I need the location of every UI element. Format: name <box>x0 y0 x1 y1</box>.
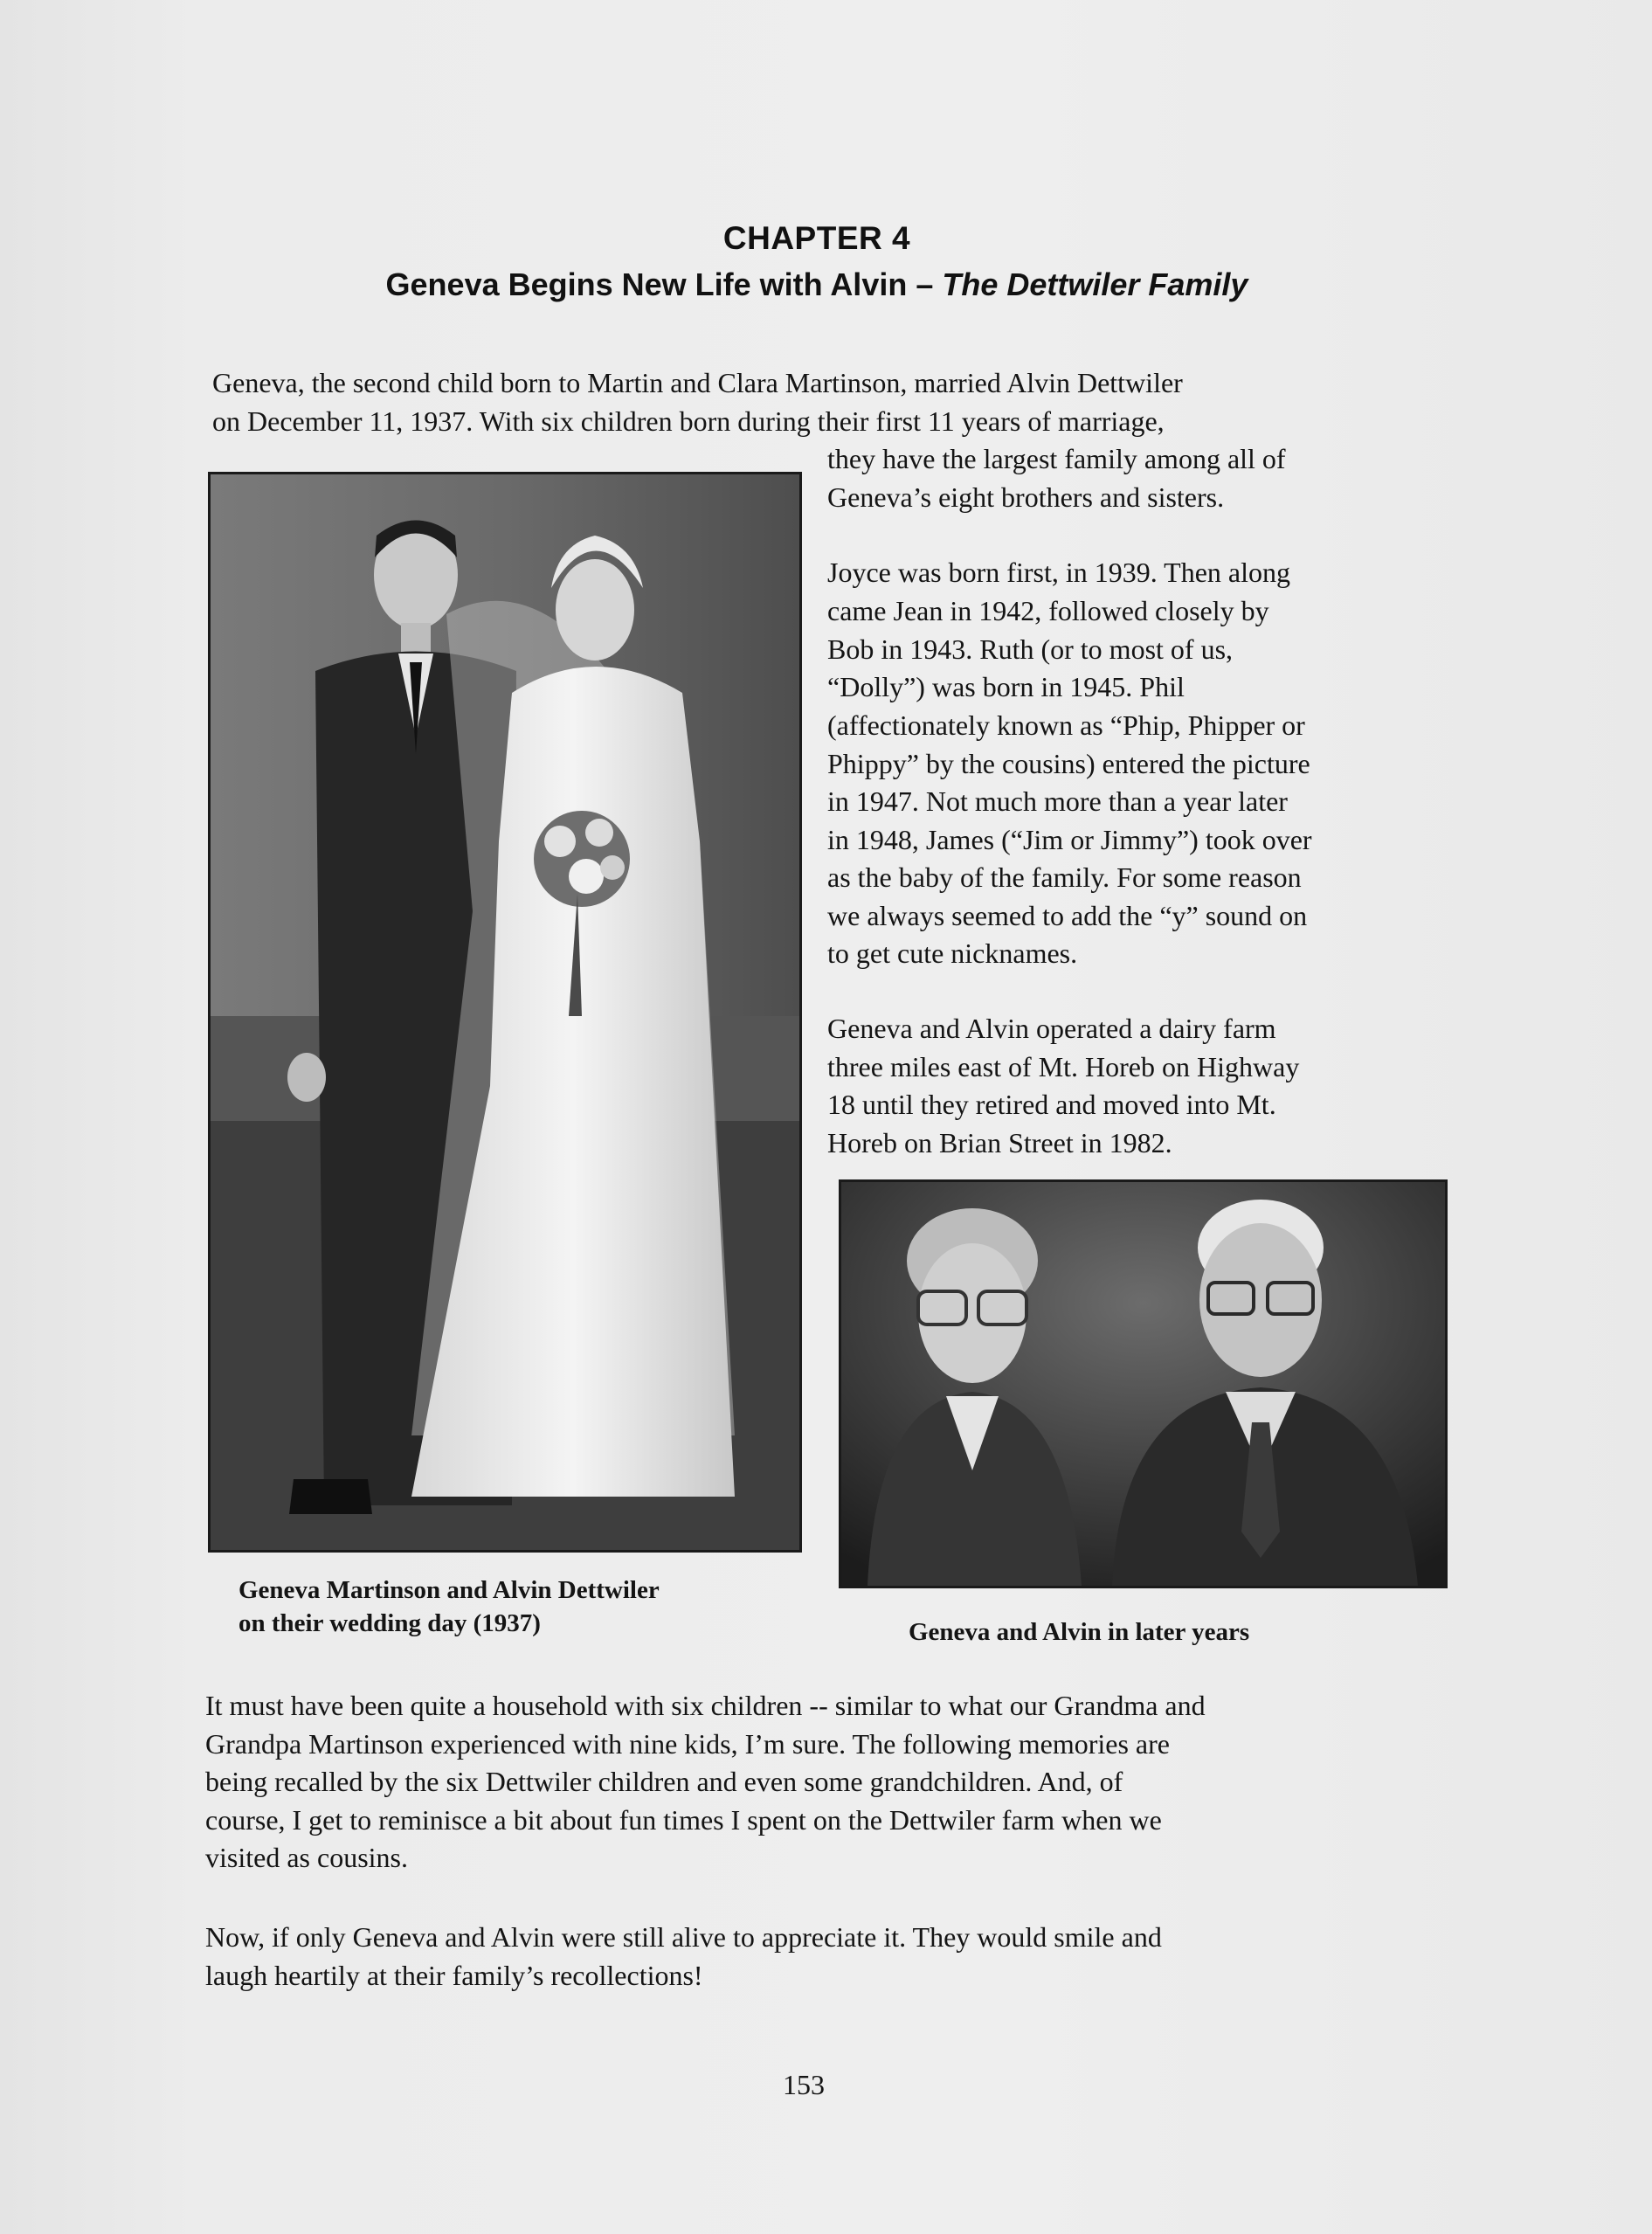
children-line-6: Phippy” by the cousins) entered the picture <box>827 748 1310 779</box>
wedding-caption-line-2: on their wedding day (1937) <box>238 1609 541 1637</box>
chapter-title <box>0 266 1634 303</box>
closing-line-1: Now, if only Geneva and Alvin were still alive to appreciate it. They would smile and <box>205 1921 1162 1953</box>
children-line-3: Bob in 1943. Ruth (or to most of us, <box>827 633 1234 665</box>
later-years-caption: Geneva and Alvin in later years <box>909 1618 1250 1646</box>
farm-line-2: three miles east of Mt. Horeb on Highway <box>827 1051 1300 1082</box>
children-line-1: Joyce was born first, in 1939. Then along <box>827 557 1290 588</box>
children-line-2: came Jean in 1942, followed closely by <box>827 595 1269 626</box>
children-line-9: as the baby of the family. For some reason <box>827 861 1302 893</box>
page-number: 153 <box>783 2069 825 2100</box>
children-line-5: (affectionately known as “Phip, Phipper or <box>827 709 1305 741</box>
household-line-1: It must have been quite a household with six children -- similar to what our Grandma and <box>205 1690 1206 1721</box>
intro-line-4: Geneva’s eight brothers and sisters. <box>827 481 1225 513</box>
later-years-photo <box>839 1179 1448 1588</box>
intro-line-3: they have the largest family among all of <box>827 443 1286 474</box>
household-line-3: being recalled by the six Dettwiler children and even some grandchildren. And, of <box>205 1766 1123 1797</box>
chapter-title-main: Geneva Begins New Life with Alvin – <box>385 266 943 302</box>
household-line-4: course, I get to reminisce a bit about fun times I spent on the Dettwiler farm when we <box>205 1804 1162 1836</box>
farm-line-4: Horeb on Brian Street in 1982. <box>827 1127 1172 1158</box>
children-line-10: we always seemed to add the “y” sound on <box>827 900 1308 931</box>
household-line-2: Grandpa Martinson experienced with nine kids, I’m sure. The following memories are <box>205 1728 1170 1760</box>
later-years-photo-illustration <box>841 1182 1445 1586</box>
children-line-7: in 1947. Not much more than a year later <box>827 785 1288 817</box>
children-line-4: “Dolly”) was born in 1945. Phil <box>827 671 1185 702</box>
intro-line-1: Geneva, the second child born to Martin and Clara Martinson, married Alvin Dettwiler <box>212 367 1183 398</box>
closing-line-2: laugh heartily at their family’s recollections! <box>205 1960 703 1991</box>
chapter-title-italic: The Dettwiler Family <box>942 266 1248 302</box>
wedding-caption-line-1: Geneva Martinson and Alvin Dettwiler <box>238 1576 660 1604</box>
chapter-label: CHAPTER 4 <box>722 220 911 256</box>
farm-line-3: 18 until they retired and moved into Mt. <box>827 1089 1276 1120</box>
intro-line-2: on December 11, 1937. With six children born during their first 11 years of marriage, <box>212 405 1165 437</box>
wedding-photo-illustration <box>211 474 799 1550</box>
household-line-5: visited as cousins. <box>205 1842 408 1873</box>
children-line-8: in 1948, James (“Jim or Jimmy”) took over <box>827 824 1312 855</box>
wedding-photo <box>208 472 802 1553</box>
farm-line-1: Geneva and Alvin operated a dairy farm <box>827 1013 1276 1044</box>
children-line-11: to get cute nicknames. <box>827 937 1078 969</box>
